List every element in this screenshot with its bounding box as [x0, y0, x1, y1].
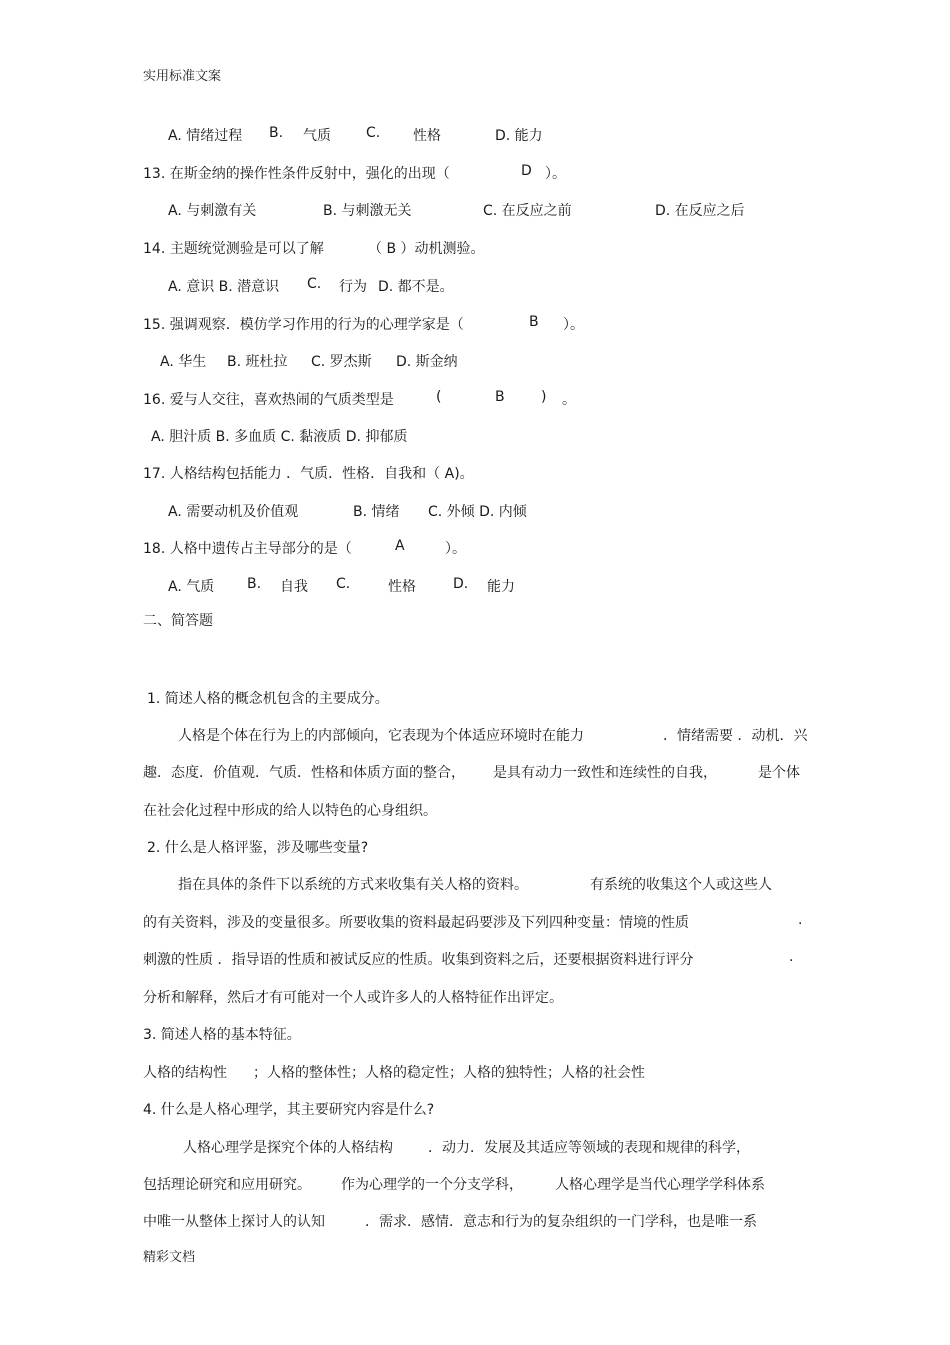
option: B. 与刺激无关 — [323, 203, 412, 219]
section-title: 二、简答题 — [143, 613, 213, 629]
question-stem: 13. 在斯金纳的操作性条件反射中，强化的出现（ — [143, 166, 450, 182]
option: D. — [453, 576, 469, 592]
question-close: ) — [541, 389, 547, 405]
option: B. — [269, 125, 284, 141]
question-text: 2. 什么是人格评鉴，涉及哪些变量? — [147, 840, 369, 856]
answer-text: 是具有动力一致性和连续性的自我， — [493, 765, 717, 781]
answer: B — [529, 314, 539, 330]
option: D. 都不是。 — [378, 279, 454, 295]
option: B. — [247, 576, 262, 592]
answer-text: . — [798, 912, 803, 928]
option: A. 情绪过程 — [168, 128, 243, 144]
option: A. 意识 B. 潜意识 — [168, 279, 280, 295]
answer-text: 人格心理学是当代心理学学科体系 — [555, 1177, 765, 1193]
answer-text: 分析和解释，然后才有可能对一个人或许多人的人格特征作出评定。 — [143, 990, 563, 1006]
option: A. 华生 — [160, 354, 207, 370]
option: C. 在反应之前 — [483, 203, 572, 219]
answer-text: 是个体 — [758, 765, 800, 781]
option: A. 胆汁质 B. 多血质 C. 黏液质 D. 抑郁质 — [151, 429, 408, 445]
answer-text: ．情绪需要 ．动机．兴 — [663, 728, 808, 744]
option: C. — [307, 276, 322, 292]
question-stem: 16. 爱与人交往，喜欢热闹的气质类型是 — [143, 392, 394, 408]
option: D. 能力 — [495, 128, 543, 144]
option: 自我 — [280, 579, 308, 595]
answer-text: 指在具体的条件下以系统的方式来收集有关人格的资料。 — [178, 877, 528, 893]
option: 气质 — [303, 128, 331, 144]
answer-text: ．动力．发展及其适应等领域的表现和规律的科学， — [428, 1140, 750, 1156]
answer-text: ．需求．感情．意志和行为的复杂组织的一门学科，也是唯一系 — [365, 1214, 757, 1230]
option: B. 班杜拉 — [227, 354, 288, 370]
answer: （ B ）动机测验。 — [368, 241, 485, 257]
answer-text: 的有关资料，涉及的变量很多。所要收集的资料最起码要涉及下列四种变量：情境的性质 — [143, 915, 689, 931]
answer-text: 刺激的性质 ．指导语的性质和被试反应的性质。收集到资料之后，还要根据资料进行评分 — [143, 952, 694, 968]
page-header: 实用标准文案 — [143, 69, 222, 84]
answer: B — [495, 389, 505, 405]
option: 性格 — [388, 579, 416, 595]
answer: D — [521, 163, 532, 179]
option: A. 与刺激有关 — [168, 203, 257, 219]
question-close: ）。 — [563, 317, 584, 333]
answer-text: 人格心理学是探究个体的人格结构 — [183, 1140, 393, 1156]
answer-text: 有系统的收集这个人或这些人 — [590, 877, 772, 893]
option: D. 在反应之后 — [655, 203, 745, 219]
answer-text: 人格的结构性 — [143, 1065, 227, 1081]
question-stem: 17. 人格结构包括能力 ．气质．性格．自我和（ A)。 — [143, 466, 474, 482]
option: A. 气质 — [168, 579, 215, 595]
question-close: ）。 — [545, 166, 566, 182]
option: A. 需要动机及价值观 — [168, 504, 299, 520]
question-text: 4. 什么是人格心理学，其主要研究内容是什么? — [143, 1102, 435, 1118]
question-text: 3. 简述人格的基本特征。 — [143, 1027, 301, 1043]
question-stem: 18. 人格中遗传占主导部分的是（ — [143, 541, 352, 557]
question-open: ( — [436, 389, 442, 405]
page-footer: 精彩文档 — [143, 1250, 196, 1265]
answer-text: . — [789, 949, 794, 965]
option: 能力 — [487, 579, 515, 595]
question-close: ）。 — [445, 541, 466, 557]
option: C. 外倾 D. 内倾 — [428, 504, 527, 520]
answer-text: 人格是个体在行为上的内部倾向，它表现为个体适应环境时在能力 — [178, 728, 584, 744]
answer: A — [395, 538, 405, 554]
question-stem: 14. 主题统觉测验是可以了解 — [143, 241, 324, 257]
question-end: 。 — [562, 392, 576, 408]
option: C. — [366, 125, 381, 141]
option: C. — [336, 576, 351, 592]
answer-text: 中唯一从整体上探讨人的认知 — [143, 1214, 325, 1230]
question-stem: 15. 强调观察．模仿学习作用的行为的心理学家是（ — [143, 317, 464, 333]
option: B. 情绪 — [353, 504, 400, 520]
answer-text: 作为心理学的一个分支学科， — [341, 1177, 523, 1193]
option: 行为 — [339, 279, 367, 295]
answer-text: 趣．态度．价值观．气质．性格和体质方面的整合， — [143, 765, 465, 781]
question-text: 1. 简述人格的概念机包含的主要成分。 — [147, 691, 389, 707]
answer-text: ；人格的整体性；人格的稳定性；人格的独特性；人格的社会性 — [253, 1065, 645, 1081]
answer-text: 包括理论研究和应用研究。 — [143, 1177, 311, 1193]
answer-text: 在社会化过程中形成的给人以特色的心身组织。 — [143, 803, 437, 819]
option: 性格 — [413, 128, 441, 144]
option: C. 罗杰斯 — [311, 354, 372, 370]
option: D. 斯金纳 — [396, 354, 458, 370]
